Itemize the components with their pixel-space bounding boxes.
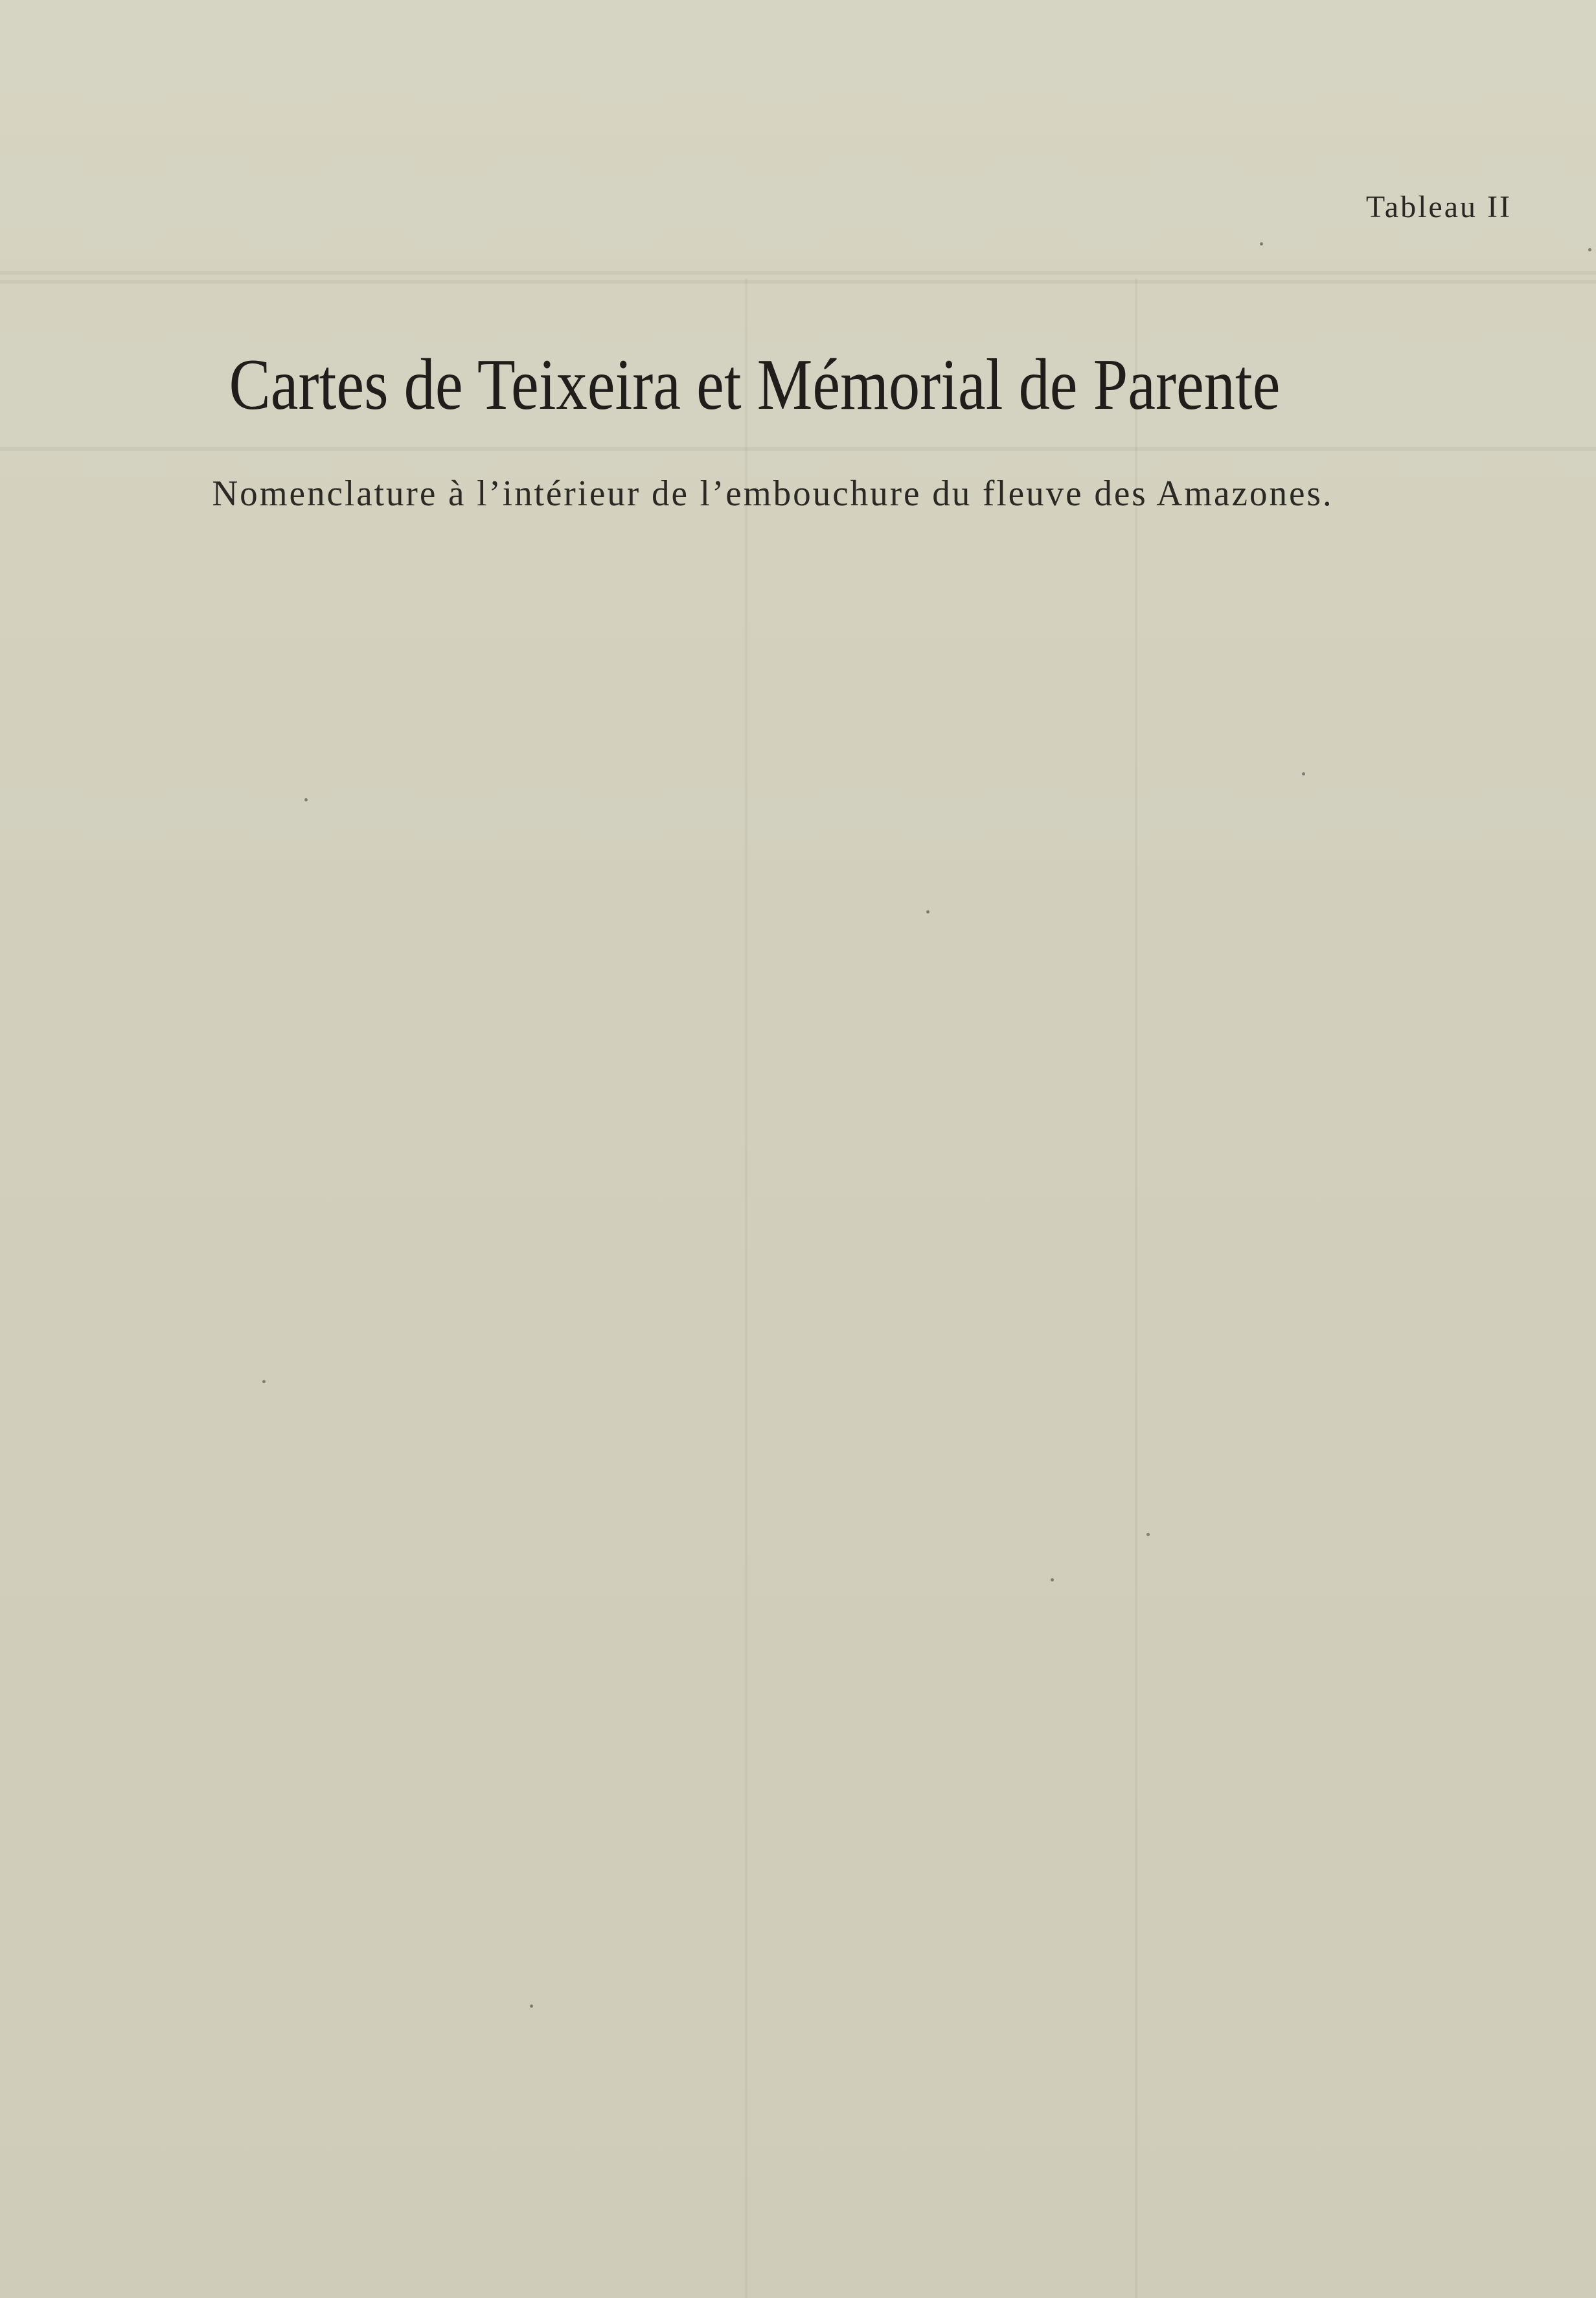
paper-speck — [1588, 248, 1591, 251]
paper-speck — [530, 2005, 533, 2008]
bleed-through-rule — [0, 271, 1596, 275]
paper-speck — [1260, 242, 1263, 246]
paper-speck — [1146, 1533, 1150, 1536]
bleed-through-rule — [0, 447, 1596, 451]
bleed-through-column-rule — [745, 279, 747, 2298]
bleed-through-rule — [0, 280, 1596, 284]
page-title: Cartes de Teixeira et Mémorial de Parente — [229, 345, 1281, 425]
page-subtitle: Nomenclature à l’intérieur de l’embouchure du fleuve des Amazones. — [212, 474, 1334, 514]
paper-speck — [1302, 772, 1305, 776]
plate-label: Tableau II — [1365, 190, 1512, 224]
paper-speck — [262, 1380, 266, 1383]
paper-speck — [1051, 1578, 1054, 1581]
paper-speck — [304, 798, 308, 801]
bleed-through-column-rule — [1135, 279, 1137, 2298]
paper-speck — [926, 910, 929, 913]
